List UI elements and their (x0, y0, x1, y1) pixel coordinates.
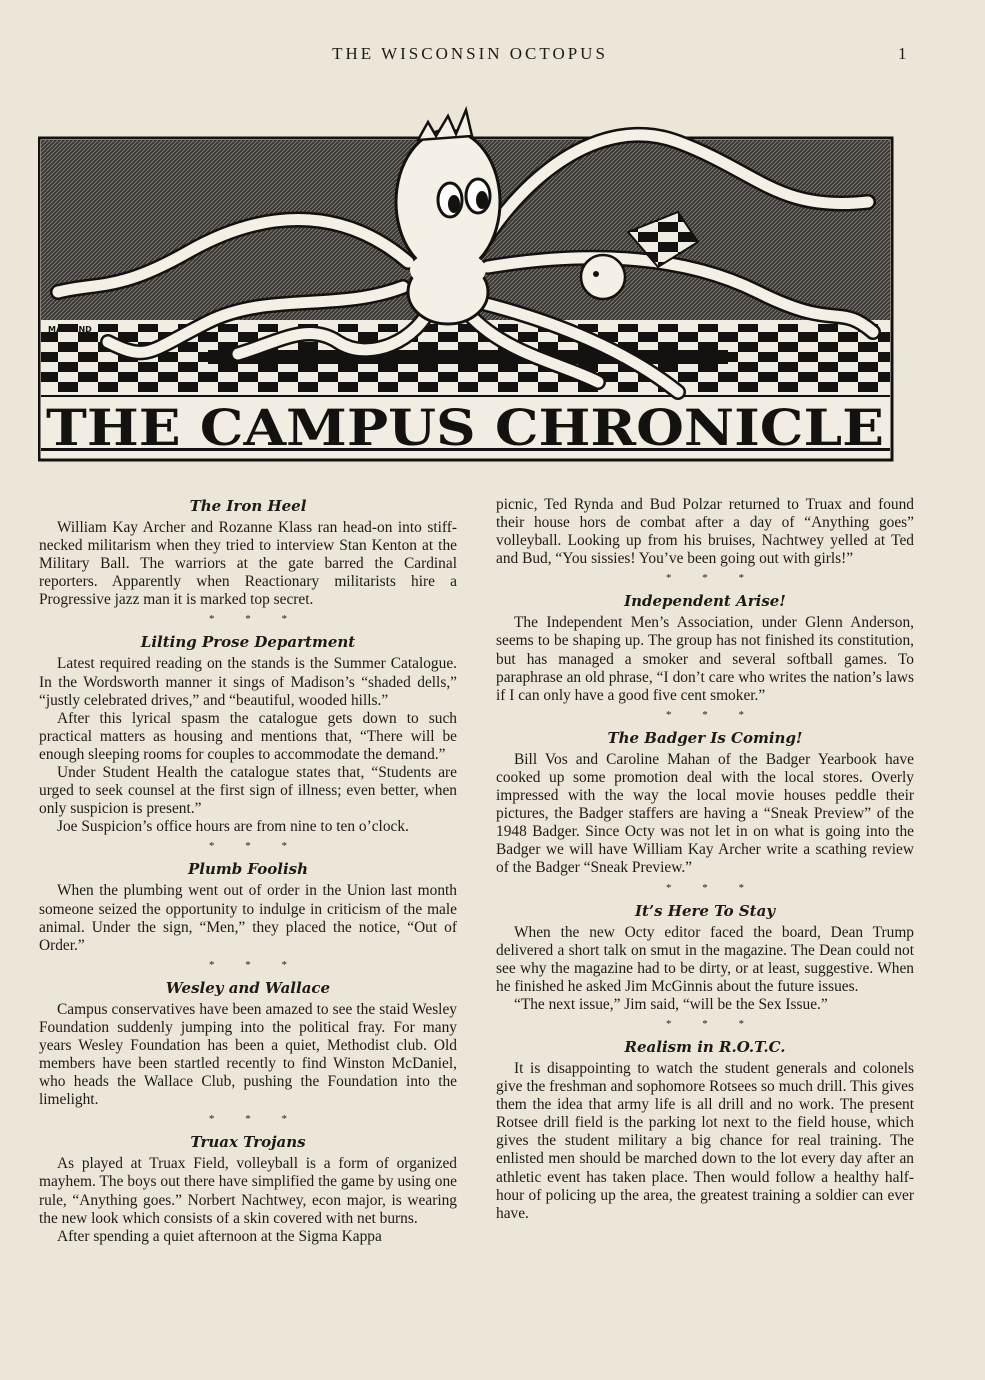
article-paragraph: Bill Vos and Caroline Mahan of the Badger Yearbook have cooked up some promotion deal with the local stores. Overly impressed with the way the local movie houses peddle their pictures, the Badger staffers are having a “Sneak Preview” of the 1948 Badger. Since Octy was not let in on what is going into the Badger we will have William Kay Archer write a scathing review of the Badger “Sneak Preview.” (496, 750, 914, 877)
page-number: 1 (898, 44, 907, 63)
article (39, 1132, 457, 1245)
article (496, 901, 914, 1014)
article-headline: It’s Here To Stay (634, 901, 776, 920)
article (496, 728, 914, 878)
left-column (39, 496, 457, 1246)
article-paragraph: When the plumbing went out of order in the Union last month someone seized the opportunity to indulge in criticism of the male animal. Under the sign, “Men,” they placed the notice, “Out of Order.” (39, 882, 457, 954)
magazine-title: THE WISCONSIN OCTOPUS (332, 44, 608, 63)
section-separator: * * * (209, 1113, 301, 1126)
article (39, 859, 457, 954)
section-separator: * * * (666, 881, 758, 894)
article-paragraph: It is disappointing to watch the student generals and colonels give the freshman and sophomore Rotsees so much drill. This gives them the idea that army life is all drill and no work. The present Rotsee drill field is the parking lot next to the field house, which gives the student military a big chance for real training. The enlisted men should be marched down to the lot every day after an athletic event has taken place. Then would follow a healthy half-hour of policing up the area, the greatest training a soldier can ever have. (496, 1059, 914, 1222)
article-paragraph: When the new Octy editor faced the board, Dean Trump delivered a short talk on smut in the magazine. The Dean could not see why the magazine had to be dirty, or at least, suggestive. When he finished he asked Jim McGinnis about the future issues. (496, 923, 914, 995)
article-paragraph: Joe Suspicion’s office hours are from nine to ten o’clock. (57, 818, 409, 836)
article-headline: Wesley and Wallace (165, 978, 331, 997)
article-headline: Independent Arise! (624, 592, 786, 611)
banner-title: THE CAMPUS CHRONICLE (46, 398, 884, 457)
article-headline: Plumb Foolish (187, 860, 309, 879)
article (39, 632, 457, 836)
running-head (0, 44, 985, 66)
article-paragraph: As played at Truax Field, volleyball is a form of organized mayhem. The boys out there have simplified the game by using one rule, “Anything goes.” Norbert Nachtwey, econ major, is wearing the new look which consists of a skin covered with net burns. (39, 1155, 457, 1227)
article-paragraph: William Kay Archer and Rozanne Klass ran head-on into stiff-necked militarism when they tried to interview Stan Kenton at the Military Ball. The warriors at the gate barred the Cardinal reporters. Apparently when Reactionary militarists hire a Progressive jazz man it is marked top secret. (39, 519, 457, 609)
article-paragraph: Campus conservatives have been amazed to see the staid Wesley Foundation suddenly jumping into the political fray. For many years Wesley Foundation has been a quiet, Methodist club. Old members have been startled recently to find Winston McDaniel, who heads the Wallace Club, pushing the Foundation into the limelight. (39, 1000, 457, 1109)
artist-signature: MAYLAND (48, 325, 92, 334)
article-headline: Truax Trojans (190, 1133, 306, 1152)
article-paragraph: Latest required reading on the stands is the Summer Catalogue. In the Wordsworth manner it sings of Madison’s “shaded dells,” “justly celebrated drives,” and “beautiful, wooded hills.” (39, 655, 457, 709)
article (39, 496, 457, 609)
article-paragraph: The Independent Men’s Association, under Glenn Anderson, seems to be shaping up. The group has not finished its constitution, but has managed a smoker and several softball games. To paraphrase an old phrase, “I don’t care who writes the nation’s laws if I can only have a good five cent smoker.” (496, 614, 914, 704)
article-headline: Realism in R.O.T.C. (624, 1037, 786, 1056)
continued-paragraph: picnic, Ted Rynda and Bud Polzar returned to Truax and found their house hors de combat after a day of “Anything goes” volleyball. Looking up from his bruises, Nachtwey yelled at Ted and Bud, “You sissies! You’ve been going out with girls!” (496, 496, 914, 568)
section-separator: * * * (666, 708, 758, 721)
right-column (496, 496, 914, 1223)
article-paragraph: After spending a quiet afternoon at the Sigma Kappa (57, 1227, 382, 1245)
article-headline: The Iron Heel (189, 497, 307, 515)
article-paragraph: After this lyrical spasm the catalogue gets down to such practical matters as housing and mentions that, “There will be enough sleeping rooms for couples to accommodate the demand.” (39, 709, 457, 763)
section-separator: * * * (209, 840, 301, 853)
article-paragraph: “The next issue,” Jim said, “will be the Sex Issue.” (514, 995, 828, 1013)
campus-chronicle-banner (38, 92, 895, 462)
octopus-illustration (38, 92, 895, 462)
article (39, 978, 457, 1110)
article-headline: Lilting Prose Department (140, 633, 356, 652)
section-separator: * * * (666, 572, 758, 585)
section-separator: * * * (209, 958, 301, 971)
section-separator: * * * (209, 613, 301, 626)
article-headline: The Badger Is Coming! (607, 728, 803, 747)
article (496, 1037, 914, 1223)
article (496, 591, 914, 704)
section-separator: * * * (666, 1017, 758, 1030)
article-paragraph: Under Student Health the catalogue states that, “Students are urged to seek counsel at the first sign of illness; even better, when only suspicion is present.” (39, 764, 457, 818)
